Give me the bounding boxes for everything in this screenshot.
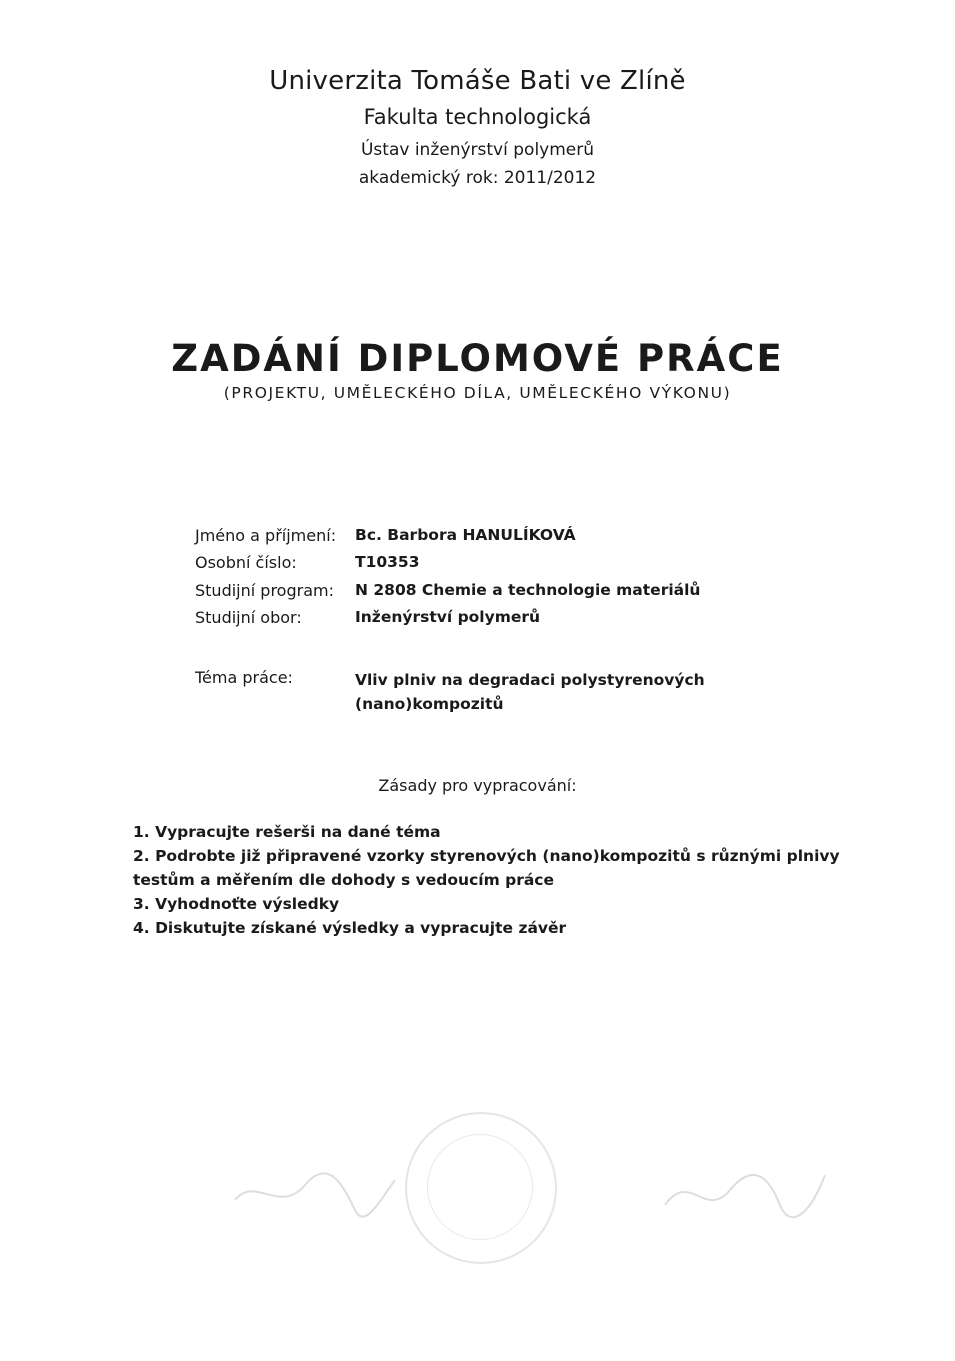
field-value: T10353 [355,553,420,571]
document-subtitle: (PROJEKTU, UMĚLECKÉHO DÍLA, UMĚLECKÉHO VÝKONU) [223,384,732,402]
field-label: Studijní obor: [195,608,302,627]
academic-year: akademický rok: 2011/2012 [358,168,597,188]
signature-head-icon [230,1160,400,1230]
signature-dean-icon [660,1160,830,1230]
field-value: N 2808 Chemie a technologie materiálů [355,581,701,599]
topic-value: Vliv plniv na degradaci polystyrenových (nano)kompozitů [355,671,705,713]
official-stamp-icon [405,1112,557,1264]
guidelines-title: Zásady pro vypracování: [378,776,577,795]
faculty-name: Fakulta technologická [363,105,592,129]
stamp-inner-ring [427,1134,533,1240]
field-label: Téma práce: [195,668,293,687]
document-title: ZADÁNÍ DIPLOMOVÉ PRÁCE [171,337,784,380]
field-label: Osobní číslo: [195,553,297,572]
university-name: Univerzita Tomáše Bati ve Zlíně [269,66,686,96]
list-item: 2. Podrobte již připravené vzorky styrenových (nano)kompozitů s různými plnivy testům a měřením dle dohody s vedoucím práce [133,847,840,889]
institute-name: Ústav inženýrství polymerů [360,140,595,160]
list-item: 1. Vypracujte rešerši na dané téma [133,823,441,841]
field-value: Bc. Barbora HANULÍKOVÁ [355,526,576,544]
guidelines-list [133,820,853,940]
field-label: Jméno a příjmení: [195,526,337,545]
list-item: 3. Vyhodnoťte výsledky [133,895,340,913]
field-value: Inženýrství polymerů [355,608,541,626]
list-item: 4. Diskutujte získané výsledky a vypracujte závěr [133,919,567,937]
field-label: Studijní program: [195,581,334,600]
